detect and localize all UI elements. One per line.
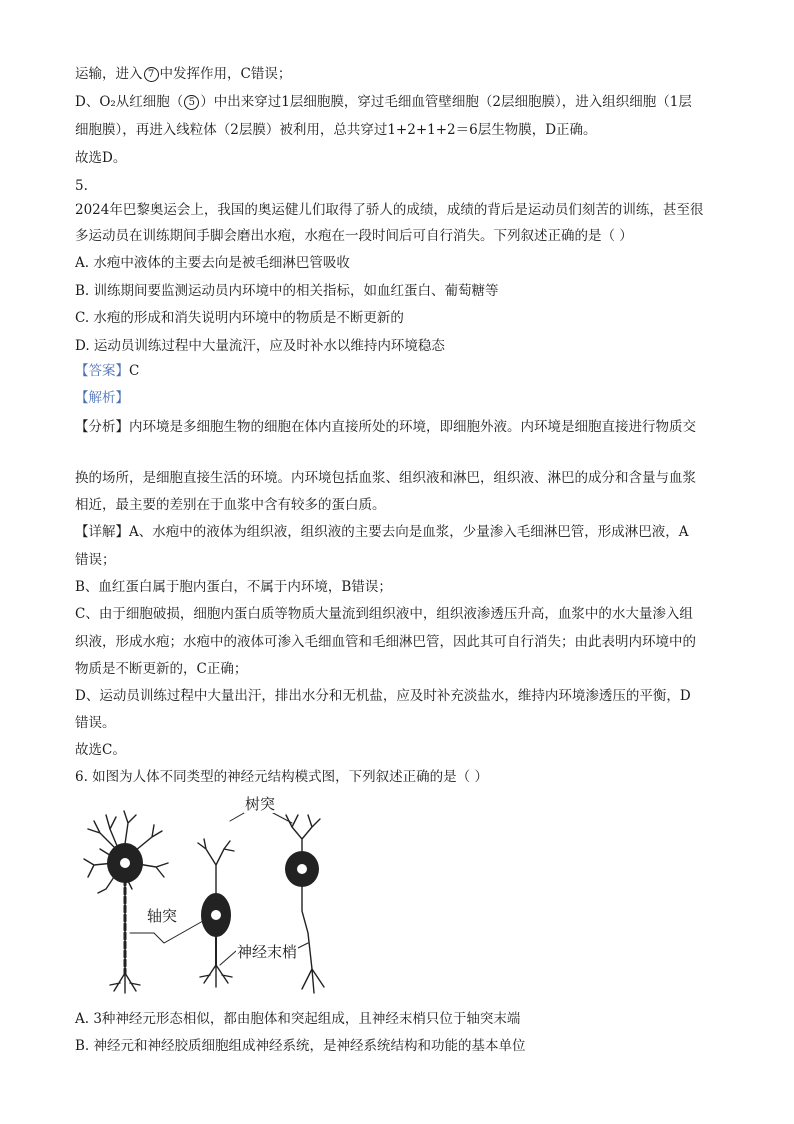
neuron-structure-figure xyxy=(80,793,340,1003)
option-b: B. 神经元和神经胶质细胞组成神经系统，是神经系统结构和功能的基本单位 xyxy=(75,1038,526,1054)
analysis-line: 相近，最主要的差别在于血浆中含有较多的蛋白质。 xyxy=(75,497,386,513)
xiangjie-tag: 【详解】 xyxy=(75,524,129,540)
conclusion-line: 故选C。 xyxy=(75,742,126,758)
circled-number: 5 xyxy=(184,95,199,110)
option-d: D. 运动员训练过程中大量流汗，应及时补水以维持内环境稳态 xyxy=(75,338,445,354)
option-a: A. 3种神经元形态相似，都由胞体和突起组成，且神经末梢只位于轴突末端 xyxy=(75,1011,521,1027)
nerve-ending-label: 神经末梢 xyxy=(237,943,298,961)
text-line: D、O₂从红细胞（ 5 ）中出来穿过1层细胞膜，穿过毛细血管壁细胞（2层细胞膜），进入组织细胞（1层 xyxy=(75,94,692,110)
neuron-diagram xyxy=(80,793,340,1003)
option-c: C. 水疱的形成和消失说明内环境中的物质是不断更新的 xyxy=(75,310,404,326)
circled-number: 7 xyxy=(144,67,159,82)
answer-tag: 【答案】 xyxy=(75,363,129,379)
text-line: 运输，进入 7 中发挥作用，C错误； xyxy=(75,66,292,82)
text-line: 细胞膜），再进入线粒体（2层膜）被利用，总共穿过1+2+1+2＝6层生物膜，D正确。 xyxy=(75,122,597,138)
detail-line: 错误。 xyxy=(75,715,116,731)
conclusion-line: 故选D。 xyxy=(75,150,127,166)
detail-line: C、由于细胞破损，细胞内蛋白质等物质大量流到组织液中，组织液渗透压升高，血浆中的水大量渗入组 xyxy=(75,606,693,622)
option-b: B. 训练期间要监测运动员内环境中的相关指标，如血红蛋白、葡萄糖等 xyxy=(75,283,499,299)
fenxi-tag: 【分析】 xyxy=(75,419,129,435)
question-stem: 多运动员在训练期间手脚会磨出水疱，水疱在一段时间后可自行消失。下列叙述正确的是（ ） xyxy=(75,228,633,244)
question-stem: 2024年巴黎奥运会上，我国的奥运健儿们取得了骄人的成绩，成绩的背后是运动员们刻苦的训练，甚至很 xyxy=(75,202,704,218)
answer-value: C xyxy=(129,363,140,379)
analysis-line: 换的场所，是细胞直接生活的环境。内环境包括血浆、组织液和淋巴，组织液、淋巴的成分和含量与血浆 xyxy=(75,470,696,486)
dendrite-label: 树突 xyxy=(245,795,276,813)
option-a: A. 水疱中液体的主要去向是被毛细淋巴管吸收 xyxy=(75,255,350,271)
question-number: 5. xyxy=(75,178,88,194)
detail-line: 错误； xyxy=(75,552,116,568)
analysis-line: 【分析】内环境是多细胞生物的细胞在体内直接所处的环境，即细胞外液。内环境是细胞直接进行物质交 xyxy=(75,419,696,435)
answer-line xyxy=(75,361,139,381)
detail-line: 【详解】A、水疱中的液体为组织液，组织液的主要去向是血浆，少量渗入毛细淋巴管，形成淋巴液，A xyxy=(75,524,689,540)
axon-label: 轴突 xyxy=(147,907,178,925)
detail-line: 物质是不断更新的，C正确； xyxy=(75,661,248,677)
detail-line: B、血红蛋白属于胞内蛋白，不属于内环境，B错误； xyxy=(75,579,392,595)
question-stem: 6. 如图为人体不同类型的神经元结构模式图，下列叙述正确的是（ ） xyxy=(75,769,488,785)
analysis-tag: 【解析】 xyxy=(75,390,129,406)
detail-line: D、运动员训练过程中大量出汗，排出水分和无机盐，应及时补充淡盐水，维持内环境渗透压的平衡，D xyxy=(75,688,691,704)
detail-line: 织液，形成水疱；水疱中的液体可渗入毛细血管和毛细淋巴管，因此其可自行消失；由此表明内环境中的 xyxy=(75,634,696,650)
